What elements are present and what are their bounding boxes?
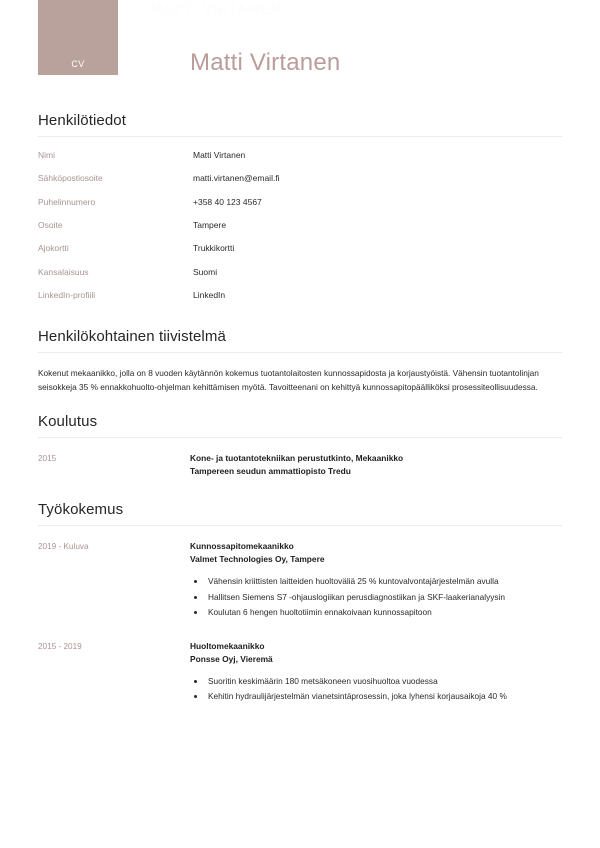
entry-title: Huoltomekaanikko (190, 640, 265, 651)
entry-date: 2015 (38, 454, 57, 464)
detail-value: +358 40 123 4567 (193, 196, 262, 207)
detail-label: Nimi (38, 150, 55, 160)
detail-label: Kansalaisuus (38, 266, 89, 277)
list-item: • Kehitin hydraulijärjestelmän vianetsintäprosessin, joka lyhensi korjausaikoja 40 % (206, 690, 562, 703)
detail-value: Trukkikortti (193, 243, 235, 254)
header-watermark: MATTI VIRTANEN (150, 1, 282, 18)
detail-value: Suomi (193, 266, 218, 277)
entry-organization: Tampereen seudun ammattiopisto Tredu (190, 466, 351, 477)
section-title-experience: Työkokemus (38, 501, 124, 519)
cv-header (0, 0, 600, 100)
entry-title: Kunnossapitomekaanikko (190, 541, 294, 552)
detail-value-linkedin[interactable]: LinkedIn (193, 290, 226, 301)
section-divider (38, 437, 562, 438)
personal-details-table (38, 151, 562, 314)
detail-label: Ajokortti (38, 243, 69, 254)
entry-body (190, 452, 562, 478)
entry-date: 2019 - Kuluva (38, 542, 89, 552)
section-personal-summary (38, 314, 562, 394)
education-entry (38, 452, 562, 478)
entry-date: 2015 - 2019 (38, 641, 82, 651)
section-divider (38, 525, 562, 526)
table-row (38, 268, 562, 291)
entry-spacer (38, 628, 562, 640)
section-divider (38, 352, 562, 353)
section-education (38, 394, 562, 478)
cv-logo-label: CV (71, 59, 85, 69)
list-item: • Koulutan 6 hengen huoltotiimin ennakoivaan kunnossapitoon (206, 606, 562, 619)
list-item: • Hallitsen Siemens S7 -ohjauslogiikan perusdiagnostiikan ja SKF-laakerianalyysin (206, 591, 562, 604)
experience-entry (38, 540, 562, 621)
page-title: Matti Virtanen (190, 49, 341, 76)
cv-content (0, 100, 600, 706)
entry-title: Kone- ja tuotantotekniikan perustutkinto, Mekaanikko (190, 453, 404, 464)
detail-label: Sähköpostiosoite (38, 173, 103, 184)
experience-entry (38, 640, 562, 706)
detail-label: LinkedIn-profiili (38, 290, 96, 301)
list-item: • Suoritin keskimäärin 180 metsäkoneen vuosihuoltoa vuodessa (206, 675, 562, 688)
section-title-education: Koulutus (38, 413, 98, 431)
section-divider (38, 136, 562, 137)
summary-text: Kokenut mekaanikko, jolla on 8 vuoden käytännön kokemus tuotantolaitosten kunnossapidosta ja korjaustyöistä. Vähensin tuotantolinjan seisokkeja 35 % ennakkohuolto-ohjelman kehittämisen myötä. Tavoitteenani on kehittyä kunnossapitopäälliköksi prosessiteollisuudessa. (38, 368, 539, 392)
entry-bullet-list (190, 675, 562, 704)
section-work-experience (38, 484, 562, 705)
section-personal-details (38, 100, 562, 314)
entry-bullet-list (190, 575, 562, 619)
list-item: • Vähensin kriittisten laitteiden huoltoväliä 25 % kuntovalvontajärjestelmän avulla (206, 575, 562, 588)
table-row (38, 244, 562, 267)
table-row (38, 221, 562, 244)
entry-organization: Ponsse Oyj, Vieremä (190, 653, 273, 664)
section-title-summary: Henkilökohtainen tiivistelmä (38, 328, 226, 346)
table-row (38, 291, 562, 314)
detail-value: matti.virtanen@email.fi (193, 173, 280, 184)
cv-logo-block (38, 0, 118, 75)
detail-value: Matti Virtanen (193, 150, 246, 160)
section-title-personal: Henkilötiedot (38, 112, 127, 129)
table-row (38, 151, 562, 174)
entry-body (190, 540, 562, 621)
detail-value: Tampere (193, 220, 227, 231)
detail-label: Puhelinnumero (38, 196, 96, 207)
table-row (38, 174, 562, 197)
entry-body (190, 640, 562, 706)
detail-label: Osoite (38, 220, 63, 231)
table-row (38, 198, 562, 221)
entry-organization: Valmet Technologies Oy, Tampere (190, 554, 325, 565)
